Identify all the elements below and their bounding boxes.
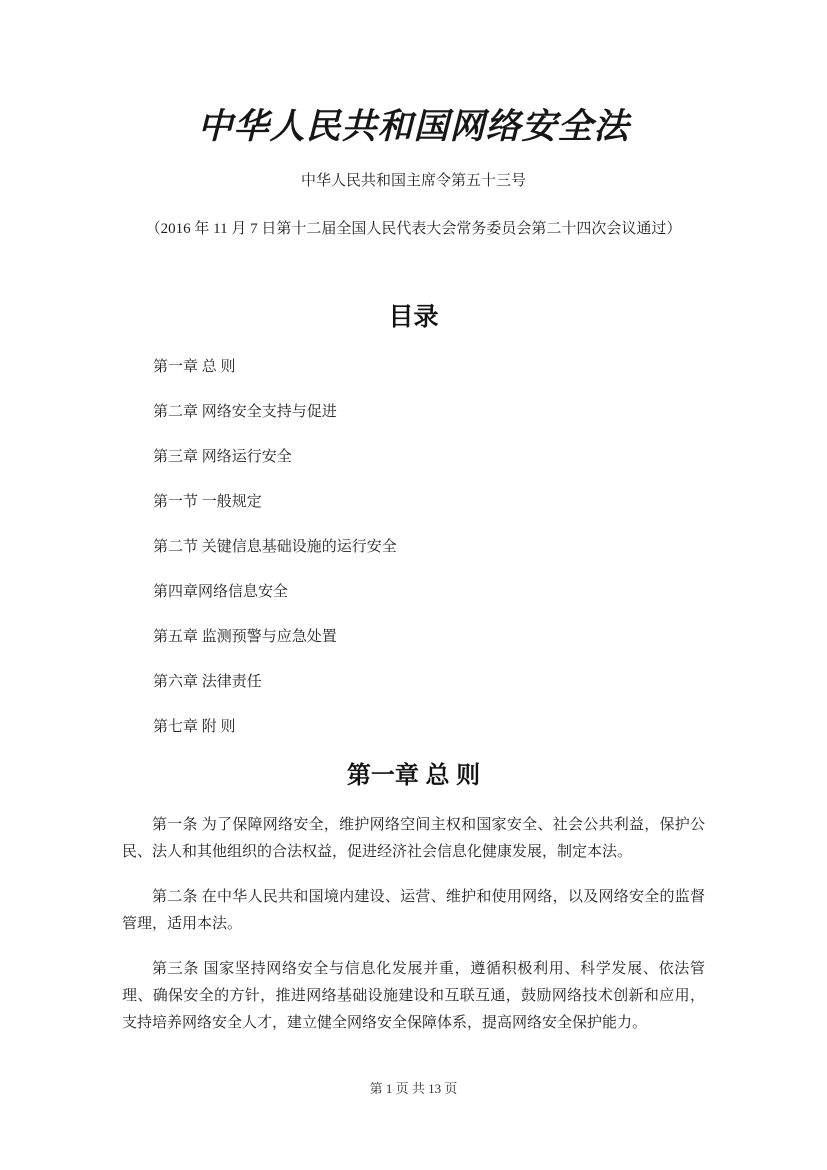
toc-list — [122, 357, 705, 738]
presidential-order-subtitle: 中华人民共和国主席令第五十三号 — [300, 173, 526, 189]
document-title: 中华人民共和国网络安全法 — [197, 106, 630, 147]
article-1-paragraph: 第一条 为了保障网络安全，维护网络空间主权和国家安全、社会公共利益，保护公民、法人和其他组织的合法权益，促进经济社会信息化健康发展，制定本法。 — [122, 817, 705, 860]
toc-item-section-2: 第二节 关键信息基础设施的运行安全 — [153, 539, 397, 555]
enactment-note: （2016 年 11 月 7 日第十二届全国人民代表大会常务委员会第二十四次会议通过） — [145, 221, 682, 237]
toc-item-chapter-6: 第六章 法律责任 — [153, 674, 262, 690]
toc-item-chapter-5: 第五章 监测预警与应急处置 — [153, 629, 337, 645]
toc-item-section-1: 第一节 一般规定 — [153, 494, 262, 510]
page-number-footer: 第 1 页 共 13 页 — [369, 1081, 458, 1096]
article-2-paragraph: 第二条 在中华人民共和国境内建设、运营、维护和使用网络，以及网络安全的监督管理，适用本法。 — [122, 889, 705, 932]
toc-item-chapter-1: 第一章 总 则 — [153, 359, 236, 375]
toc-item-chapter-2: 第二章 网络安全支持与促进 — [153, 404, 337, 420]
toc-item-chapter-3: 第三章 网络运行安全 — [153, 449, 292, 465]
chapter-1-body — [122, 812, 705, 1037]
toc-item-chapter-7: 第七章 附 则 — [153, 719, 236, 735]
chapter-1-heading: 第一章 总 则 — [346, 762, 481, 789]
toc-item-chapter-4: 第四章网络信息安全 — [153, 584, 289, 600]
toc-heading: 目录 — [388, 303, 439, 331]
article-3-paragraph: 第三条 国家坚持网络安全与信息化发展并重，遵循积极利用、科学发展、依法管理、确保安全的方针，推进网络基础设施建设和互联互通，鼓励网络技术创新和应用，支持培养网络安全人才，建立健全网络安全保障体系，提高网络安全保护能力。 — [122, 961, 705, 1031]
